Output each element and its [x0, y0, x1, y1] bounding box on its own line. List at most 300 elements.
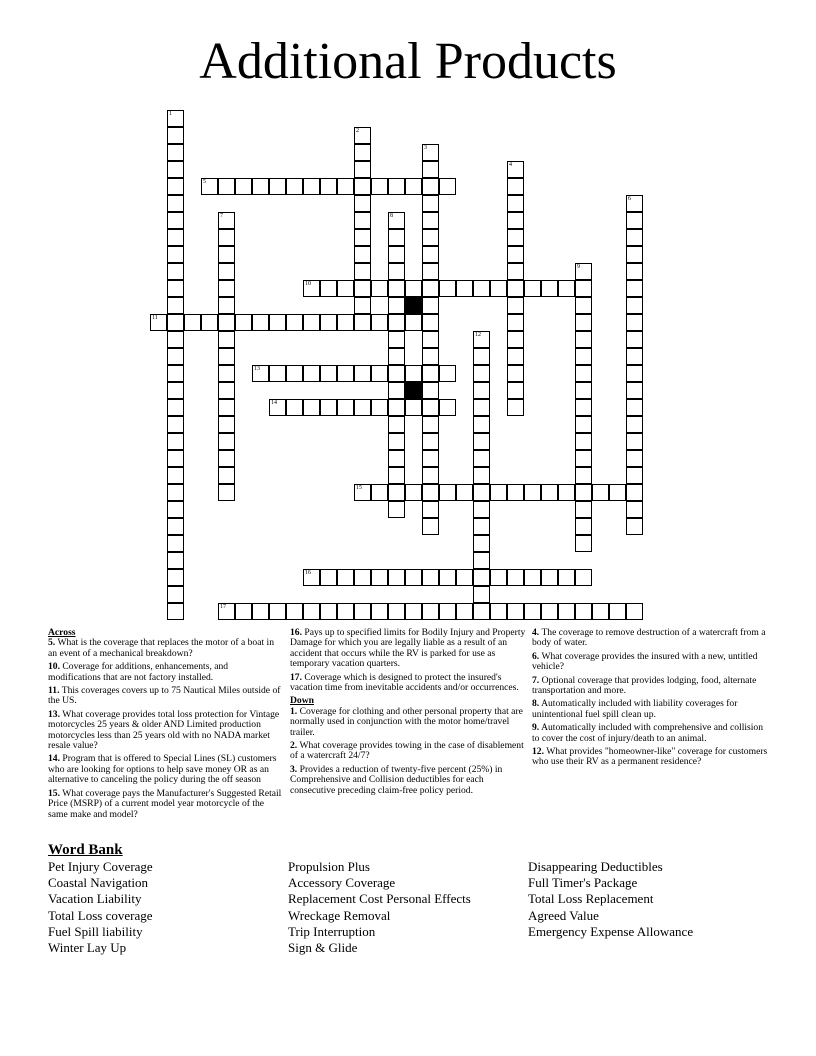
- grid-cell[interactable]: [320, 399, 337, 416]
- grid-cell[interactable]: [575, 467, 592, 484]
- grid-cell[interactable]: [388, 212, 405, 229]
- grid-cell[interactable]: [507, 229, 524, 246]
- grid-cell[interactable]: [626, 603, 643, 620]
- grid-cell[interactable]: [354, 161, 371, 178]
- grid-cell[interactable]: [167, 518, 184, 535]
- grid-cell[interactable]: [507, 246, 524, 263]
- grid-cell[interactable]: [320, 314, 337, 331]
- grid-cell[interactable]: [388, 416, 405, 433]
- grid-cell[interactable]: [473, 552, 490, 569]
- grid-cell[interactable]: [371, 603, 388, 620]
- grid-cell[interactable]: [320, 178, 337, 195]
- clue-text: Coverage for additions, enhancements, and modifications that are not factory installed.: [48, 661, 229, 683]
- grid-cell[interactable]: [524, 484, 541, 501]
- grid-cell[interactable]: [286, 603, 303, 620]
- across-clue-15: [48, 789, 283, 820]
- grid-cell[interactable]: [422, 195, 439, 212]
- grid-cell[interactable]: [388, 603, 405, 620]
- grid-cell[interactable]: [405, 603, 422, 620]
- grid-cell[interactable]: [626, 246, 643, 263]
- down-heading: Down: [290, 695, 314, 707]
- grid-cell[interactable]: [218, 467, 235, 484]
- grid-cell[interactable]: [218, 331, 235, 348]
- grid-cell[interactable]: [201, 178, 218, 195]
- cell-number: 17: [220, 604, 226, 610]
- grid-cell[interactable]: [167, 314, 184, 331]
- grid-cell[interactable]: [218, 229, 235, 246]
- grid-cell[interactable]: [541, 603, 558, 620]
- grid-cell[interactable]: [405, 280, 422, 297]
- grid-cell[interactable]: [337, 178, 354, 195]
- grid-cell[interactable]: [575, 348, 592, 365]
- grid-cell[interactable]: [422, 399, 439, 416]
- grid-cell[interactable]: [558, 603, 575, 620]
- grid-cell[interactable]: [167, 365, 184, 382]
- grid-cell[interactable]: [167, 467, 184, 484]
- grid-cell[interactable]: [167, 195, 184, 212]
- grid-cell[interactable]: [507, 382, 524, 399]
- grid-cell[interactable]: [422, 518, 439, 535]
- grid-cell[interactable]: [303, 314, 320, 331]
- grid-cell[interactable]: [507, 348, 524, 365]
- grid-cell[interactable]: [388, 314, 405, 331]
- grid-cell[interactable]: [167, 603, 184, 620]
- grid-cell[interactable]: [269, 399, 286, 416]
- grid-cell[interactable]: [422, 501, 439, 518]
- grid-cell[interactable]: [388, 229, 405, 246]
- grid-cell[interactable]: [252, 603, 269, 620]
- grid-cell[interactable]: [626, 297, 643, 314]
- grid-cell[interactable]: [575, 433, 592, 450]
- grid-cell[interactable]: [626, 348, 643, 365]
- grid-cell[interactable]: [354, 246, 371, 263]
- clue-number: 2.: [290, 740, 298, 752]
- grid-cell[interactable]: [269, 178, 286, 195]
- grid-cell[interactable]: [388, 263, 405, 280]
- grid-cell[interactable]: [388, 484, 405, 501]
- clue-number: 8.: [532, 698, 540, 710]
- grid-cell[interactable]: [320, 569, 337, 586]
- grid-cell[interactable]: [354, 399, 371, 416]
- grid-cell[interactable]: [575, 280, 592, 297]
- grid-cell[interactable]: [167, 127, 184, 144]
- grid-cell[interactable]: [473, 603, 490, 620]
- grid-cell[interactable]: [609, 603, 626, 620]
- grid-cell[interactable]: [473, 586, 490, 603]
- grid-cell[interactable]: [303, 399, 320, 416]
- grid-cell[interactable]: [422, 314, 439, 331]
- grid-cell[interactable]: [422, 280, 439, 297]
- grid-cell[interactable]: [167, 110, 184, 127]
- grid-cell[interactable]: [337, 569, 354, 586]
- grid-cell[interactable]: [473, 280, 490, 297]
- grid-cell[interactable]: [371, 365, 388, 382]
- grid-cell[interactable]: [422, 569, 439, 586]
- grid-cell[interactable]: [218, 246, 235, 263]
- grid-cell[interactable]: [167, 399, 184, 416]
- grid-cell[interactable]: [439, 365, 456, 382]
- grid-cell[interactable]: [473, 484, 490, 501]
- grid-cell[interactable]: [422, 603, 439, 620]
- grid-cell[interactable]: [167, 161, 184, 178]
- grid-cell[interactable]: [439, 399, 456, 416]
- grid-cell[interactable]: [218, 450, 235, 467]
- grid-cell[interactable]: [558, 484, 575, 501]
- grid-cell[interactable]: [218, 314, 235, 331]
- grid-cell[interactable]: [507, 263, 524, 280]
- grid-cell[interactable]: [473, 399, 490, 416]
- grid-cell[interactable]: [167, 246, 184, 263]
- grid-cell[interactable]: [167, 416, 184, 433]
- grid-cell[interactable]: [235, 603, 252, 620]
- grid-cell[interactable]: [405, 365, 422, 382]
- grid-cell[interactable]: [388, 365, 405, 382]
- grid-cell[interactable]: [473, 433, 490, 450]
- grid-cell[interactable]: [439, 569, 456, 586]
- grid-cell[interactable]: [354, 569, 371, 586]
- grid-cell[interactable]: [167, 178, 184, 195]
- grid-cell[interactable]: [218, 416, 235, 433]
- grid-cell[interactable]: [422, 467, 439, 484]
- grid-cell[interactable]: [507, 603, 524, 620]
- grid-cell[interactable]: [575, 297, 592, 314]
- grid-cell[interactable]: [575, 314, 592, 331]
- grid-cell[interactable]: [490, 569, 507, 586]
- grid-cell[interactable]: [388, 280, 405, 297]
- grid-cell[interactable]: [626, 212, 643, 229]
- grid-cell[interactable]: [218, 212, 235, 229]
- grid-cell[interactable]: [422, 144, 439, 161]
- across-clue-11: [48, 686, 283, 707]
- grid-cell[interactable]: [524, 569, 541, 586]
- grid-cell[interactable]: [473, 518, 490, 535]
- word-bank-title: Word Bank: [48, 842, 123, 858]
- grid-cell[interactable]: [269, 603, 286, 620]
- grid-cell[interactable]: [422, 484, 439, 501]
- grid-cell[interactable]: [507, 280, 524, 297]
- word-bank-item: Trip Interruption: [288, 923, 376, 939]
- grid-cell[interactable]: [167, 484, 184, 501]
- grid-cell[interactable]: [507, 399, 524, 416]
- grid-cell[interactable]: [524, 280, 541, 297]
- grid-cell[interactable]: [167, 263, 184, 280]
- grid-cell[interactable]: [507, 161, 524, 178]
- grid-cell[interactable]: [626, 433, 643, 450]
- grid-cell[interactable]: [473, 348, 490, 365]
- grid-cell[interactable]: [167, 586, 184, 603]
- grid-cell[interactable]: [626, 382, 643, 399]
- grid-cell[interactable]: [218, 263, 235, 280]
- grid-cell[interactable]: [337, 314, 354, 331]
- grid-cell[interactable]: [575, 416, 592, 433]
- grid-cell[interactable]: [354, 484, 371, 501]
- grid-cell[interactable]: [405, 399, 422, 416]
- grid-cell[interactable]: [507, 331, 524, 348]
- clue-number: 16.: [290, 627, 302, 638]
- grid-cell[interactable]: [218, 382, 235, 399]
- grid-cell[interactable]: [286, 365, 303, 382]
- grid-cell[interactable]: [473, 535, 490, 552]
- grid-cell[interactable]: [371, 314, 388, 331]
- grid-cell[interactable]: [388, 569, 405, 586]
- grid-cell[interactable]: [354, 603, 371, 620]
- grid-cell[interactable]: [388, 467, 405, 484]
- grid-cell[interactable]: [388, 348, 405, 365]
- grid-cell[interactable]: [626, 280, 643, 297]
- grid-cell[interactable]: [626, 365, 643, 382]
- clue-text: Automatically included with comprehensive and collision to cover the cost of injury/death to an animal.: [532, 722, 764, 744]
- grid-cell[interactable]: [422, 365, 439, 382]
- grid-cell[interactable]: [388, 450, 405, 467]
- grid-cell[interactable]: [456, 280, 473, 297]
- grid-cell[interactable]: [167, 331, 184, 348]
- grid-cell[interactable]: [184, 314, 201, 331]
- grid-cell[interactable]: [354, 297, 371, 314]
- grid-cell[interactable]: [439, 484, 456, 501]
- grid-cell[interactable]: [473, 501, 490, 518]
- grid-cell[interactable]: [354, 263, 371, 280]
- grid-cell[interactable]: [626, 263, 643, 280]
- grid-cell[interactable]: [626, 501, 643, 518]
- grid-cell[interactable]: [626, 229, 643, 246]
- grid-cell[interactable]: [286, 178, 303, 195]
- grid-cell[interactable]: [218, 280, 235, 297]
- grid-cell[interactable]: [201, 314, 218, 331]
- grid-cell[interactable]: [337, 603, 354, 620]
- grid-cell[interactable]: [388, 297, 405, 314]
- grid-cell[interactable]: [422, 246, 439, 263]
- grid-cell[interactable]: [337, 365, 354, 382]
- grid-cell[interactable]: [371, 484, 388, 501]
- grid-cell[interactable]: [269, 365, 286, 382]
- black-square: [405, 297, 422, 314]
- grid-cell[interactable]: [575, 399, 592, 416]
- grid-cell[interactable]: [405, 569, 422, 586]
- grid-cell[interactable]: [354, 365, 371, 382]
- grid-cell[interactable]: [167, 212, 184, 229]
- grid-cell[interactable]: [473, 467, 490, 484]
- word-bank-item: Agreed Value: [528, 907, 599, 923]
- grid-cell[interactable]: [575, 263, 592, 280]
- grid-cell[interactable]: [405, 484, 422, 501]
- grid-cell[interactable]: [422, 229, 439, 246]
- grid-cell[interactable]: [303, 603, 320, 620]
- grid-cell[interactable]: [388, 331, 405, 348]
- grid-cell[interactable]: [626, 195, 643, 212]
- grid-cell[interactable]: [507, 484, 524, 501]
- grid-cell[interactable]: [456, 603, 473, 620]
- grid-cell[interactable]: [575, 450, 592, 467]
- grid-cell[interactable]: [286, 314, 303, 331]
- grid-cell[interactable]: [167, 535, 184, 552]
- grid-cell[interactable]: [371, 178, 388, 195]
- grid-cell[interactable]: [371, 280, 388, 297]
- grid-cell[interactable]: [252, 178, 269, 195]
- grid-cell[interactable]: [541, 280, 558, 297]
- grid-cell[interactable]: [575, 603, 592, 620]
- grid-cell[interactable]: [167, 280, 184, 297]
- grid-cell[interactable]: [575, 331, 592, 348]
- grid-cell[interactable]: [337, 280, 354, 297]
- grid-cell[interactable]: [167, 348, 184, 365]
- grid-cell[interactable]: [388, 433, 405, 450]
- grid-cell[interactable]: [218, 365, 235, 382]
- grid-cell[interactable]: [167, 569, 184, 586]
- grid-cell[interactable]: [422, 450, 439, 467]
- grid-cell[interactable]: [218, 178, 235, 195]
- grid-cell[interactable]: [167, 229, 184, 246]
- grid-cell[interactable]: [439, 603, 456, 620]
- grid-cell[interactable]: [354, 212, 371, 229]
- grid-cell[interactable]: [354, 127, 371, 144]
- across-heading: Across: [48, 627, 76, 638]
- grid-cell[interactable]: [575, 535, 592, 552]
- grid-cell[interactable]: [422, 212, 439, 229]
- grid-cell[interactable]: [490, 280, 507, 297]
- grid-cell[interactable]: [371, 569, 388, 586]
- grid-cell[interactable]: [490, 603, 507, 620]
- grid-cell[interactable]: [218, 297, 235, 314]
- grid-cell[interactable]: [388, 178, 405, 195]
- grid-cell[interactable]: [575, 518, 592, 535]
- grid-cell[interactable]: [626, 399, 643, 416]
- grid-cell[interactable]: [320, 280, 337, 297]
- grid-cell[interactable]: [507, 365, 524, 382]
- grid-cell[interactable]: [269, 314, 286, 331]
- grid-cell[interactable]: [592, 484, 609, 501]
- down-clue-8: [532, 699, 768, 720]
- grid-cell[interactable]: [473, 382, 490, 399]
- grid-cell[interactable]: [354, 144, 371, 161]
- grid-cell[interactable]: [354, 195, 371, 212]
- grid-cell[interactable]: [388, 399, 405, 416]
- grid-cell[interactable]: [507, 212, 524, 229]
- grid-cell[interactable]: [422, 331, 439, 348]
- grid-cell[interactable]: [354, 229, 371, 246]
- grid-cell[interactable]: [575, 484, 592, 501]
- grid-cell[interactable]: [507, 178, 524, 195]
- grid-cell[interactable]: [473, 569, 490, 586]
- grid-cell[interactable]: [303, 365, 320, 382]
- grid-cell[interactable]: [507, 569, 524, 586]
- clue-text: What provides "homeowner-like" coverage for customers who use their RV as a permanent residence?: [532, 746, 768, 768]
- grid-cell[interactable]: [507, 297, 524, 314]
- grid-cell[interactable]: [303, 280, 320, 297]
- grid-cell[interactable]: [422, 178, 439, 195]
- grid-cell[interactable]: [218, 603, 235, 620]
- grid-cell[interactable]: [626, 467, 643, 484]
- grid-cell[interactable]: [337, 399, 354, 416]
- grid-cell[interactable]: [218, 348, 235, 365]
- grid-cell[interactable]: [235, 314, 252, 331]
- grid-cell[interactable]: [456, 484, 473, 501]
- grid-cell[interactable]: [388, 382, 405, 399]
- grid-cell[interactable]: [524, 603, 541, 620]
- grid-cell[interactable]: [422, 297, 439, 314]
- grid-cell[interactable]: [558, 569, 575, 586]
- grid-cell[interactable]: [354, 280, 371, 297]
- grid-cell[interactable]: [558, 280, 575, 297]
- grid-cell[interactable]: [456, 569, 473, 586]
- grid-cell[interactable]: [439, 280, 456, 297]
- grid-cell[interactable]: [320, 365, 337, 382]
- grid-cell[interactable]: [371, 399, 388, 416]
- grid-cell[interactable]: [354, 314, 371, 331]
- grid-cell[interactable]: [575, 382, 592, 399]
- black-square: [405, 382, 422, 399]
- grid-cell[interactable]: [320, 603, 337, 620]
- grid-cell[interactable]: [575, 569, 592, 586]
- grid-cell[interactable]: [626, 314, 643, 331]
- grid-cell[interactable]: [473, 365, 490, 382]
- grid-cell[interactable]: [575, 501, 592, 518]
- grid-cell[interactable]: [286, 399, 303, 416]
- grid-cell[interactable]: [167, 297, 184, 314]
- grid-cell[interactable]: [388, 501, 405, 518]
- grid-cell[interactable]: [490, 484, 507, 501]
- grid-cell[interactable]: [507, 314, 524, 331]
- grid-cell[interactable]: [473, 416, 490, 433]
- grid-cell[interactable]: [167, 144, 184, 161]
- grid-cell[interactable]: [473, 331, 490, 348]
- grid-cell[interactable]: [541, 569, 558, 586]
- grid-cell[interactable]: [422, 382, 439, 399]
- grid-cell[interactable]: [388, 246, 405, 263]
- grid-cell[interactable]: [575, 365, 592, 382]
- grid-cell[interactable]: [167, 501, 184, 518]
- grid-cell[interactable]: [218, 399, 235, 416]
- clue-number: 1.: [290, 705, 298, 717]
- grid-cell[interactable]: [422, 263, 439, 280]
- grid-cell[interactable]: [507, 195, 524, 212]
- cell-number: 1: [169, 111, 172, 117]
- grid-cell[interactable]: [626, 518, 643, 535]
- grid-cell[interactable]: [252, 365, 269, 382]
- grid-cell[interactable]: [439, 178, 456, 195]
- grid-cell[interactable]: [473, 450, 490, 467]
- cell-number: 14: [271, 400, 277, 406]
- clue-text: What is the coverage that replaces the motor of a boat in an event of a mechanical breakdown?: [48, 637, 275, 659]
- grid-cell[interactable]: [609, 484, 626, 501]
- grid-cell[interactable]: [626, 450, 643, 467]
- grid-cell[interactable]: [150, 314, 167, 331]
- grid-cell[interactable]: [405, 178, 422, 195]
- grid-cell[interactable]: [252, 314, 269, 331]
- grid-cell[interactable]: [218, 484, 235, 501]
- grid-cell[interactable]: [354, 178, 371, 195]
- grid-cell[interactable]: [626, 484, 643, 501]
- grid-cell[interactable]: [626, 416, 643, 433]
- grid-cell[interactable]: [626, 331, 643, 348]
- grid-cell[interactable]: [541, 484, 558, 501]
- grid-cell[interactable]: [422, 433, 439, 450]
- grid-cell[interactable]: [167, 382, 184, 399]
- word-bank-item: Total Loss Replacement: [528, 891, 654, 907]
- grid-cell[interactable]: [167, 552, 184, 569]
- grid-cell[interactable]: [422, 161, 439, 178]
- grid-cell[interactable]: [422, 348, 439, 365]
- grid-cell[interactable]: [218, 433, 235, 450]
- grid-cell[interactable]: [167, 433, 184, 450]
- grid-cell[interactable]: [405, 314, 422, 331]
- grid-cell[interactable]: [303, 178, 320, 195]
- grid-cell[interactable]: [303, 569, 320, 586]
- grid-cell[interactable]: [422, 416, 439, 433]
- grid-cell[interactable]: [592, 603, 609, 620]
- clue-number: 15.: [48, 787, 60, 799]
- grid-cell[interactable]: [235, 178, 252, 195]
- grid-cell[interactable]: [167, 450, 184, 467]
